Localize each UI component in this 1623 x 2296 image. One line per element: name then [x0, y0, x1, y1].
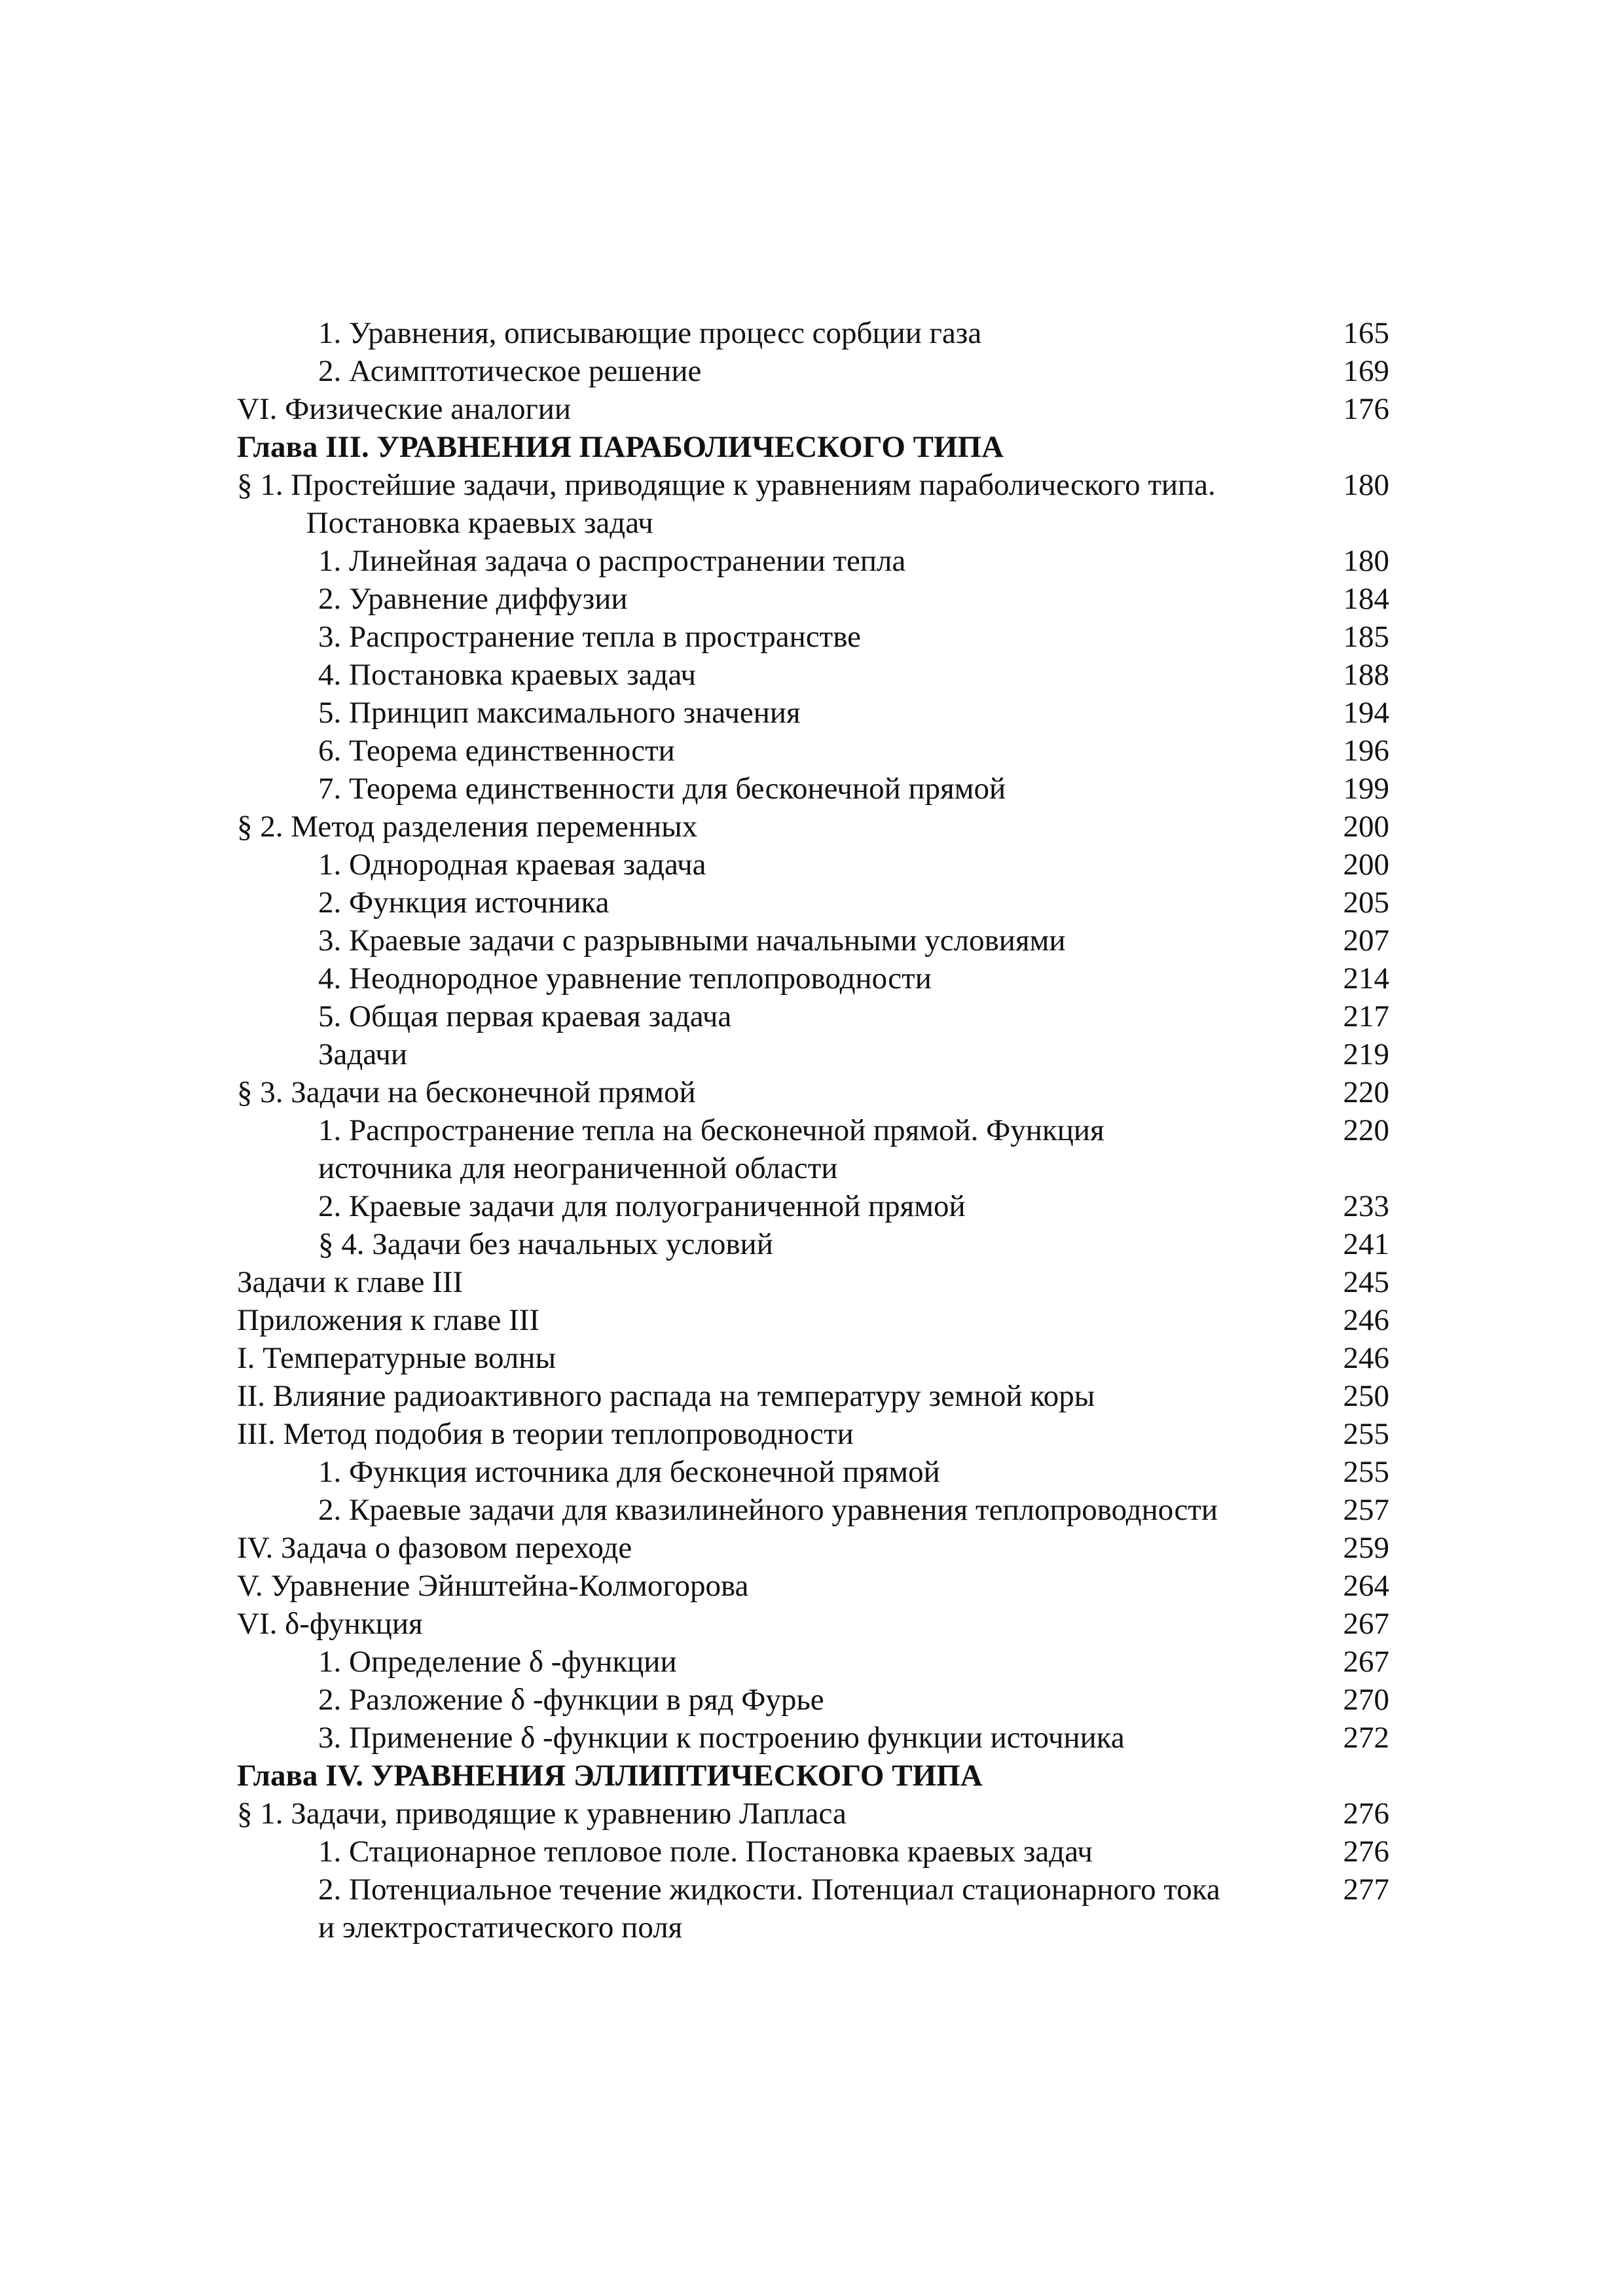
toc-entry: [237, 1415, 1389, 1453]
toc-entry: [237, 1453, 1389, 1491]
page-number: 245: [1343, 1265, 1389, 1299]
entry-title: § 1. Простейшие задачи, приводящие к уравнениям параболического типа.: [237, 468, 1216, 502]
entry-title: VI. δ-функция: [237, 1607, 423, 1641]
page-number: 196: [1343, 734, 1389, 768]
page-number: 169: [1343, 354, 1389, 388]
page-number: 272: [1343, 1721, 1389, 1755]
page-number: 220: [1343, 1075, 1389, 1109]
entry-title: II. Влияние радиоактивного распада на температуру земной коры: [237, 1379, 1095, 1413]
page-number: 180: [1343, 468, 1389, 502]
entry-title: 1. Стационарное тепловое поле. Постановка краевых задач: [318, 1835, 1093, 1869]
entry-title: § 4. Задачи без начальных условий: [318, 1227, 773, 1261]
page-number: 267: [1343, 1645, 1389, 1679]
entry-title: 2. Функция источника: [318, 886, 610, 920]
entry-title: § 3. Задачи на бесконечной прямой: [237, 1075, 696, 1109]
toc-entry: [237, 1111, 1389, 1187]
toc-entry: [237, 580, 1389, 618]
entry-title: IV. Задача о фазовом переходе: [237, 1531, 632, 1565]
toc-entry: [237, 884, 1389, 922]
page-number: 188: [1343, 658, 1389, 692]
toc-entry: [237, 1263, 1389, 1301]
entry-title: 5. Принцип максимального значения: [318, 696, 801, 730]
toc-entry: [237, 922, 1389, 960]
page-number: 200: [1343, 848, 1389, 882]
toc-entry: [237, 314, 1389, 352]
toc-entry: [237, 808, 1389, 846]
toc-entry: [237, 466, 1389, 542]
entry-title: Приложения к главе III: [237, 1303, 540, 1337]
toc-entry: [237, 1339, 1389, 1377]
toc-entry: [237, 1377, 1389, 1415]
page-number: 180: [1343, 544, 1389, 578]
entry-title: § 2. Метод разделения переменных: [237, 810, 698, 844]
chapter-title: Глава III. УРАВНЕНИЯ ПАРАБОЛИЧЕСКОГО ТИПА: [237, 430, 1004, 464]
page-number: 259: [1343, 1531, 1389, 1565]
toc-entry: [237, 732, 1389, 770]
entry-title: 3. Распространение тепла в пространстве: [318, 620, 861, 654]
toc-entry: [237, 1605, 1389, 1643]
entry-title: 2. Асимптотическое решение: [318, 354, 702, 388]
toc-entry: [237, 1529, 1389, 1567]
toc-entry: [237, 1833, 1389, 1871]
page-number: 194: [1343, 696, 1389, 730]
toc-entry: [237, 1719, 1389, 1757]
entry-title: 5. Общая первая краевая задача: [318, 999, 732, 1033]
entry-title: 6. Теорема единственности: [318, 734, 675, 768]
entry-title: Задачи к главе III: [237, 1265, 464, 1299]
chapter-heading: [237, 1757, 1389, 1795]
page-number: 207: [1343, 924, 1389, 958]
toc-entry: [237, 390, 1389, 428]
toc-entry: [237, 1795, 1389, 1833]
page-number: 277: [1343, 1873, 1389, 1907]
entry-title: Задачи: [318, 1037, 408, 1071]
entry-title: 2. Разложение δ -функции в ряд Фурье: [318, 1683, 824, 1717]
entry-title: I. Температурные волны: [237, 1341, 556, 1375]
page-number: 184: [1343, 582, 1389, 616]
chapter-heading: [237, 428, 1389, 466]
page-number: 217: [1343, 999, 1389, 1033]
entry-title: VI. Физические аналогии: [237, 392, 572, 426]
page-number: 267: [1343, 1607, 1389, 1641]
toc-entry: [237, 352, 1389, 390]
page-number: 270: [1343, 1683, 1389, 1717]
entry-title: 2. Уравнение диффузии: [318, 582, 628, 616]
entry-title: 1. Линейная задача о распространении тепла: [318, 544, 906, 578]
toc-entry: [237, 1301, 1389, 1339]
chapter-title: Глава IV. УРАВНЕНИЯ ЭЛЛИПТИЧЕСКОГО ТИПА: [237, 1759, 983, 1793]
entry-title: Постановка краевых задач: [237, 506, 653, 540]
toc-entry: [237, 1073, 1389, 1111]
page-number: 185: [1343, 620, 1389, 654]
entry-title: и электростатического поля: [318, 1910, 683, 1945]
table-of-contents: [237, 314, 1389, 1946]
toc-entry: [237, 770, 1389, 808]
toc-entry: [237, 1187, 1389, 1225]
page-number: 255: [1343, 1417, 1389, 1451]
toc-entry: [237, 1567, 1389, 1605]
entry-title: 4. Неоднородное уравнение теплопроводности: [318, 961, 932, 996]
page-number: 165: [1343, 316, 1389, 350]
entry-title: 4. Постановка краевых задач: [318, 658, 697, 692]
entry-title: 2. Краевые задачи для полуограниченной прямой: [318, 1189, 966, 1223]
page-number: 264: [1343, 1569, 1389, 1603]
toc-entry: [237, 694, 1389, 732]
page-number: 241: [1343, 1227, 1389, 1261]
entry-title: источника для неограниченной области: [318, 1151, 838, 1185]
page-number: 255: [1343, 1455, 1389, 1489]
entry-title: 1. Определение δ -функции: [318, 1645, 677, 1679]
page-number: 246: [1343, 1303, 1389, 1337]
page-number: 219: [1343, 1037, 1389, 1071]
page-number: 246: [1343, 1341, 1389, 1375]
page-number: 257: [1343, 1493, 1389, 1527]
toc-entry: [237, 1871, 1389, 1946]
entry-title: III. Метод подобия в теории теплопроводности: [237, 1417, 854, 1451]
entry-title: 3. Применение δ -функции к построению функции источника: [318, 1721, 1125, 1755]
page-number: 205: [1343, 886, 1389, 920]
toc-entry: [237, 1681, 1389, 1719]
toc-entry: [237, 618, 1389, 656]
toc-entry: [237, 1491, 1389, 1529]
page-number: 276: [1343, 1835, 1389, 1869]
toc-entry: [237, 1643, 1389, 1681]
entry-title: § 1. Задачи, приводящие к уравнению Лапласа: [237, 1797, 847, 1831]
entry-title: 2. Краевые задачи для квазилинейного уравнения теплопроводности: [318, 1493, 1218, 1527]
entry-title: 1. Распространение тепла на бесконечной прямой. Функция: [318, 1113, 1104, 1147]
toc-entry: [237, 960, 1389, 997]
page-number: 220: [1343, 1113, 1389, 1147]
entry-title: V. Уравнение Эйнштейна-Колмогорова: [237, 1569, 749, 1603]
toc-entry: [237, 1035, 1389, 1073]
toc-entry: [237, 997, 1389, 1035]
page-number: 276: [1343, 1797, 1389, 1831]
entry-title: 2. Потенциальное течение жидкости. Потенциал стационарного тока: [318, 1873, 1220, 1907]
page-number: 199: [1343, 772, 1389, 806]
toc-entry: [237, 656, 1389, 694]
page-number: 200: [1343, 810, 1389, 844]
entry-title: 7. Теорема единственности для бесконечной прямой: [318, 772, 1006, 806]
entry-title: 1. Однородная краевая задача: [318, 848, 706, 882]
page-number: 233: [1343, 1189, 1389, 1223]
page-number: 250: [1343, 1379, 1389, 1413]
toc-entry: [237, 846, 1389, 884]
entry-title: 3. Краевые задачи с разрывными начальными условиями: [318, 924, 1066, 958]
entry-title: 1. Уравнения, описывающие процесс сорбции газа: [318, 316, 982, 350]
page-number: 214: [1343, 961, 1389, 996]
toc-entry: [237, 1225, 1389, 1263]
entry-title: 1. Функция источника для бесконечной прямой: [318, 1455, 940, 1489]
page-number: 176: [1343, 392, 1389, 426]
toc-entry: [237, 542, 1389, 580]
